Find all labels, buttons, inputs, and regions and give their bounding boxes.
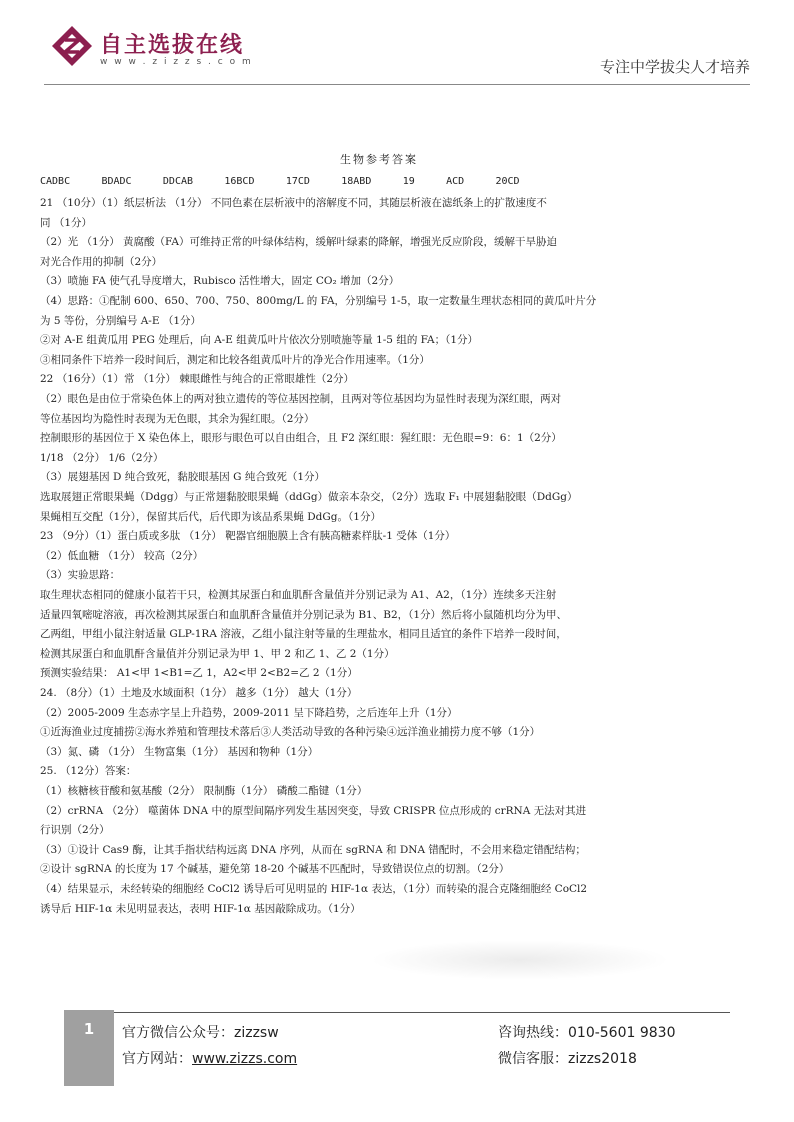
site-link[interactable]: www.zizzs.com [192, 1051, 298, 1067]
logo-subtext: w w w . z i z z s . c o m [100, 57, 253, 67]
official-site [122, 1048, 297, 1068]
mc-answer: DDCAB [162, 176, 194, 187]
page-footer [0, 1010, 794, 1090]
answer-line: 24. （8分）（1）土地及水域面积（1分） 越多（1分） 越大（1分） [40, 687, 358, 699]
answer-line: 果蝇相互交配（1分），保留其后代，后代即为该品系果蝇 DdGg。（1分） [40, 510, 381, 523]
answer-line: 诱导后 HIF-1α 未见明显表达，表明 HIF-1α 基因敲除成功。（1分） [40, 902, 361, 915]
logo-icon [50, 24, 94, 68]
answer-line: （2）crRNA （2分） 噬菌体 DNA 中的原型间隔序列发生基因突变，导致 CRISPR 位点形成的 crRNA 无法对其进 [40, 804, 587, 817]
mc-answer: ACD [446, 176, 465, 187]
answer-line: 乙两组，甲组小鼠注射适量 GLP-1RA 溶液，乙组小鼠注射等量的生理盐水，相同且适宜的条件下培养一段时间， [40, 628, 567, 641]
answer-line: 检测其尿蛋白和血肌酐含量值并分别记录为甲 1、甲 2 和乙 1、乙 2（1分） [40, 647, 395, 660]
answer-line: 预测实验结果： A1<甲 1<B1=乙 1，A2<甲 2<B2=乙 2（1分） [40, 667, 358, 680]
page-number: 1 [64, 1010, 114, 1086]
answer-line: （2）眼色是由位于常染色体上的两对独立遗传的等位基因控制，且两对等位基因均为显性时表现为深红眼，两对 [40, 393, 562, 405]
wechat-service: 微信客服：zizzs2018 [498, 1051, 637, 1067]
answer-line: ①近海渔业过度捕捞②海水养殖和管理技术落后③人类活动导致的各种污染④远洋渔业捕捞力度不够（1分） [40, 726, 541, 739]
header-slogan: 专注中学拔尖人才培养 [599, 58, 750, 76]
answer-line: 23 （9分）（1）蛋白质或多肽 （1分） 靶器官细胞膜上含有胰高糖素样肽-1 受体（1分） [40, 530, 456, 543]
page-header [0, 0, 794, 90]
answer-line: （1）核糖核苷酸和氨基酸（2分） 限制酶（1分） 磷酸二酯键（1分） [40, 785, 368, 797]
answer-line: 25. （12分）答案： [40, 765, 137, 778]
footer-divider [114, 1012, 730, 1013]
answer-line: （2）2005-2009 生态赤字呈上升趋势，2009-2011 呈下降趋势，之后连年上升（1分） [40, 706, 458, 719]
answer-line: 22 （16分）（1）常 （1分） 棘眼雌性与纯合的正常眼雄性（2分） [40, 373, 355, 386]
answer-line: 等位基因均为隐性时表现为无色眼，其余为猩红眼。（2分） [40, 412, 315, 425]
answer-line: （3）喷施 FA 使气孔导度增大，Rubisco 活性增大，固定 CO₂ 增加（2分） [40, 275, 400, 288]
answer-line: （3）①设计 Cas9 酶，让其手指状结构远离 DNA 序列，从而在 sgRNA 和 DNA 错配时，不会用来稳定错配结构； [40, 843, 586, 856]
answer-line: 行识别（2分） [40, 824, 110, 837]
answer-line: 21 （10分）（1）纸层析法 （1分） 不同色素在层析液中的溶解度不同，其随层析液在滤纸条上的扩散速度不 [40, 197, 547, 209]
header-divider [44, 84, 750, 85]
answer-line: （2）低血糖 （1分） 较高（2分） [40, 549, 204, 562]
mc-answer: 19 [402, 176, 415, 187]
logo-text: 自主选拔在线 [100, 32, 245, 58]
answer-line: 对光合作用的抑制（2分） [40, 255, 163, 268]
mc-answer: 16BCD [224, 176, 255, 187]
mc-answer: CADBC [40, 176, 71, 187]
answer-line: 适量四氧嘧啶溶液，再次检测其尿蛋白和血肌酐含量值并分别记录为 B1、B2，（1分）然后将小鼠随机均分为甲、 [40, 608, 568, 621]
hotline: 咨询热线：010-5601 9830 [498, 1025, 676, 1041]
mc-answer: 17CD [285, 176, 310, 187]
answer-line: 选取展翅正常眼果蝇（Ddgg）与正常翅黏胶眼果蝇（ddGg）做亲本杂交，（2分）选取 F₁ 中展翅黏胶眼（DdGg） [40, 491, 578, 503]
mc-answer: BDADC [101, 176, 132, 187]
answer-line: ②对 A-E 组黄瓜用 PEG 处理后，向 A-E 组黄瓜叶片依次分别喷施等量 1-5 组的 FA；（1分） [40, 334, 479, 347]
answer-line: （4）结果显示，未经转染的细胞经 CoCl2 诱导后可见明显的 HIF-1α 表达，（1分）而转染的混合克隆细胞经 CoCl2 [40, 883, 588, 895]
answer-line: ③相同条件下培养一段时间后，测定和比较各组黄瓜叶片的净光合作用速率。（1分） [40, 353, 430, 366]
scanned-answer-sheet [40, 150, 720, 930]
answer-line: 同 （1分） [40, 216, 93, 229]
mc-answer: 18ABD [341, 176, 372, 187]
answer-line: （3）展翅基因 D 纯合致死，黏胶眼基因 G 纯合致死（1分） [40, 471, 326, 484]
answer-line: （3）实验思路： [40, 569, 121, 582]
mc-answer: 20CD [495, 176, 520, 187]
site-label: 官方网站： [122, 1051, 192, 1067]
document-title: 生物参考答案 [340, 153, 418, 166]
answer-line: ②设计 sgRNA 的长度为 17 个碱基，避免第 18-20 个碱基不匹配时，导致错误位点的切割。（2分） [40, 863, 510, 876]
wechat-account: 官方微信公众号：zizzsw [122, 1025, 279, 1041]
answer-line: （2）光 （1分） 黄腐酸（FA）可维持正常的叶绿体结构，缓解叶绿素的降解，增强光反应阶段，缓解干旱胁迫 [40, 236, 557, 249]
answer-line: （4）思路：①配制 600、650、700、750、800mg/L 的 FA，分别编号 1-5，取一定数量生理状态相同的黄瓜叶片分 [40, 295, 597, 307]
answer-line: 为 5 等份，分别编号 A-E （1分） [40, 314, 202, 327]
answer-line: 取生理状态相同的健康小鼠若干只，检测其尿蛋白和血肌酐含量值并分别记录为 A1、A2，（1分）连续多天注射 [40, 589, 557, 601]
multiple-choice-answers [40, 172, 548, 191]
answer-line: 1/18 （2分） 1/6（2分） [40, 451, 164, 464]
answer-line: 控制眼形的基因位于 X 染色体上，眼形与眼色可以自由组合，且 F2 深红眼：猩红眼：无色眼=9：6：1（2分） [40, 432, 562, 445]
answer-line: （3）氮、磷 （1分） 生物富集（1分） 基因和物种（1分） [40, 745, 319, 758]
scan-smudge [370, 940, 670, 980]
